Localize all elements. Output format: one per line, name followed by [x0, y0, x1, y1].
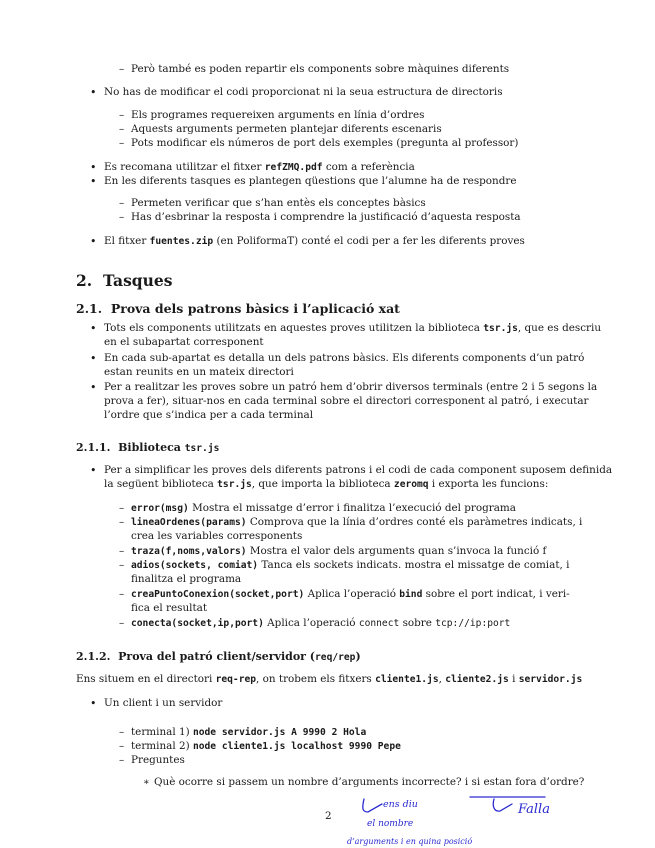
dash-marker: –: [119, 197, 125, 209]
star-marker: ∗: [143, 777, 150, 788]
dash-marker: –: [119, 123, 125, 135]
bullet-marker: •: [90, 697, 97, 710]
paragraph-line: Per a simplificar les proves dels diferents patrons i el codi de cada component suposem definida: [104, 464, 613, 476]
bullet-marker: •: [90, 175, 97, 188]
handwritten-note-fail: Falla: [518, 802, 550, 817]
handwritten-note-line: el nombre: [367, 819, 414, 829]
bullet-marker: •: [90, 161, 97, 174]
dash-marker: –: [119, 726, 125, 738]
paragraph-line: estan reunits en un mateix directori: [104, 366, 294, 378]
subsection-heading: 2.1. Prova dels patrons bàsics i l’aplicació xat: [76, 301, 400, 316]
function-item-cont: fica el resultat: [131, 602, 208, 614]
question-item: Què ocorre si passem un nombre d’arguments incorrecte? i si estan fora d’ordre?: [154, 776, 585, 788]
bullet-marker: •: [90, 86, 97, 99]
function-item-cont: crea les variables corresponents: [131, 530, 303, 542]
terminal-item: terminal 1) node servidor.js A 9990 2 Hola: [131, 726, 367, 738]
dash-marker: –: [119, 137, 125, 149]
subsubsection-heading: 2.1.1. Biblioteca tsr.js: [76, 441, 220, 454]
list-item: Però també es poden repartir els components sobre màquines diferents: [131, 63, 510, 75]
code-ref: fuentes.zip: [149, 236, 214, 247]
code-ref: refZMQ.pdf: [264, 162, 323, 173]
page-number: 2: [325, 810, 332, 822]
terminal-item: terminal 2) node cliente1.js localhost 9990 Pepe: [131, 740, 401, 752]
paragraph-line: l’ordre que s’indica per a cada terminal: [104, 409, 314, 421]
bullet-marker: •: [90, 381, 97, 394]
dash-marker: –: [119, 502, 125, 514]
handwritten-arrow-mark: [493, 799, 512, 811]
dash-marker: –: [119, 754, 125, 766]
list-item: Aquests arguments permeten plantejar diferents escenaris: [131, 123, 442, 135]
function-item: creaPuntoConexion(socket,port) Aplica l’operació bind sobre el port indicat, i veri-: [131, 588, 570, 600]
function-item: lineaOrdenes(params) Comprova que la línia d’ordres conté els paràmetres indicats, i: [131, 516, 583, 528]
function-item: traza(f,noms,valors) Mostra el valor dels arguments quan s’invoca la funció f: [131, 545, 547, 557]
dash-marker: –: [119, 211, 125, 223]
function-item-cont: finalitza el programa: [131, 573, 242, 585]
bullet-marker: •: [90, 464, 97, 477]
paragraph-line: en el subapartat corresponent: [104, 336, 264, 348]
function-item: error(msg) Mostra el missatge d’error i finalitza l’execució del programa: [131, 502, 516, 514]
list-item: Un client i un servidor: [104, 697, 223, 709]
bullet-marker: •: [90, 235, 97, 248]
handwritten-note-line: ens diu: [383, 799, 418, 810]
dash-marker: –: [119, 516, 125, 528]
paragraph-line: Per a realitzar les proves sobre un patró hem d’obrir diversos terminals (entre 2 i 5 segons la: [104, 381, 598, 393]
dash-marker: –: [119, 740, 125, 752]
function-item: conecta(socket,ip,port) Aplica l’operació connect sobre tcp://ip:port: [131, 617, 511, 629]
list-item: El fitxer fuentes.zip (en PoliformaT) conté el codi per a fer les diferents proves: [104, 235, 525, 247]
list-item: Els programes requereixen arguments en línia d’ordres: [131, 109, 425, 121]
list-item: No has de modificar el codi proporcionat ni la seua estructura de directoris: [104, 86, 503, 98]
list-item: Has d’esbrinar la resposta i comprendre la justificació d’aquesta resposta: [131, 211, 521, 223]
bullet-marker: •: [90, 322, 97, 335]
handwritten-note-line: d’arguments i en quina posició: [347, 837, 473, 846]
paragraph-line: la següent biblioteca tsr.js, que importa la biblioteca zeromq i exporta les funcions:: [104, 478, 549, 490]
list-item: En les diferents tasques es plantegen qüestions que l’alumne ha de respondre: [104, 175, 517, 187]
dash-marker: –: [119, 545, 125, 557]
dash-marker: –: [119, 63, 125, 75]
function-item: adios(sockets, comiat) Tanca els sockets indicats. mostra el missatge de comiat, i: [131, 559, 570, 571]
paragraph-line: En cada sub-apartat es detalla un dels patrons bàsics. Els diferents components d’un patró: [104, 352, 585, 364]
bullet-marker: •: [90, 352, 97, 365]
list-item: Pots modificar els números de port dels exemples (pregunta al professor): [131, 137, 519, 149]
handwritten-arrow-mark: [363, 799, 382, 812]
list-item: Es recomana utilitzar el fitxer refZMQ.pdf com a referència: [104, 161, 415, 173]
paragraph-line: Ens situem en el directori req-rep, on trobem els fitxers cliente1.js, cliente2.js i servidor.js: [76, 673, 583, 685]
paragraph-line: Tots els components utilitzats en aquestes proves utilitzen la biblioteca tsr.js, que es descriu: [104, 322, 602, 334]
dash-marker: –: [119, 559, 125, 571]
paragraph-line: prova a fer), situar-nos en cada terminal sobre el directori corresponent al patró, i executar: [104, 395, 589, 407]
dash-marker: –: [119, 588, 125, 600]
dash-marker: –: [119, 109, 125, 121]
section-heading: 2. Tasques: [76, 271, 173, 290]
terminal-item: Preguntes: [131, 754, 185, 766]
subsubsection-heading: 2.1.2. Prova del patró client/servidor (req/rep): [76, 650, 361, 663]
list-item: Permeten verificar que s’han entès els conceptes bàsics: [131, 197, 426, 209]
dash-marker: –: [119, 617, 125, 629]
